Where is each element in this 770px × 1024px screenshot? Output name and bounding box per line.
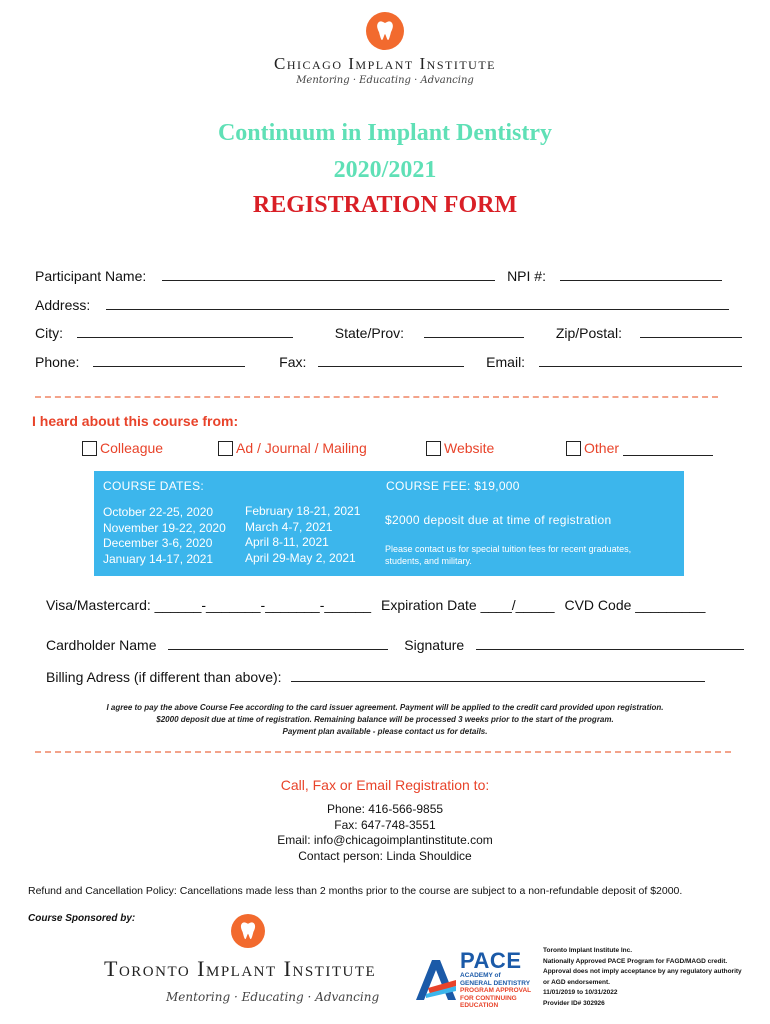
- email-field[interactable]: [539, 354, 742, 367]
- email-label: Email:: [486, 354, 526, 370]
- phone-field[interactable]: [93, 354, 245, 367]
- toronto-institute-name: Toronto Implant Institute: [104, 956, 377, 981]
- address-field[interactable]: [106, 297, 729, 310]
- dates-column-2: [245, 504, 360, 566]
- sponsor-label: Course Sponsored by:: [28, 913, 136, 924]
- billing-field[interactable]: [291, 669, 705, 682]
- cvd-field[interactable]: _________: [635, 597, 706, 613]
- course-title: Continuum in Implant Dentistry: [217, 120, 553, 146]
- institute-tagline: Mentoring · Educating · Advancing: [296, 75, 474, 86]
- special-fees-note: [385, 543, 631, 567]
- signature-field[interactable]: [476, 637, 744, 650]
- institute-name: Chicago Implant Institute: [274, 54, 496, 73]
- provider-line: or AGD endorsement.: [543, 978, 610, 986]
- checkbox-ad-journal[interactable]: [218, 441, 233, 456]
- city-label: City:: [35, 325, 63, 341]
- card-row: [46, 597, 705, 613]
- heard-about-label: I heard about this course from:: [32, 413, 239, 429]
- agreement-line: Payment plan available - please contact us for details.: [282, 727, 488, 736]
- provider-line: Approval does not imply acceptance by any regulatory authority: [543, 968, 742, 975]
- pace-sub-line: GENERAL DENTISTRY: [460, 979, 531, 987]
- contact-details: [0, 802, 770, 864]
- signature-label: Signature: [404, 637, 465, 653]
- phone-label: Phone:: [35, 354, 80, 370]
- section-divider: [35, 396, 718, 398]
- course-date: November 19-22, 2020: [103, 520, 226, 535]
- option-ad-journal[interactable]: [218, 440, 367, 456]
- course-date: April 8-11, 2021: [245, 535, 329, 549]
- state-label: State/Prov:: [334, 325, 405, 341]
- zip-label: Zip/Postal:: [555, 325, 622, 341]
- visa-label: Visa/Mastercard:: [46, 597, 151, 613]
- course-info-panel: [94, 471, 684, 576]
- option-website[interactable]: [426, 440, 494, 456]
- course-fee-label: COURSE FEE: $19,000: [386, 479, 520, 493]
- participant-name-label: Participant Name:: [35, 268, 147, 284]
- expiration-field[interactable]: ____/_____: [480, 597, 555, 613]
- chicago-logo: [0, 12, 770, 86]
- course-dates-label: COURSE DATES:: [103, 479, 205, 493]
- deposit-note: $2000 deposit due at time of registration: [385, 513, 612, 527]
- toronto-institute-tagline: Mentoring · Educating · Advancing: [166, 990, 380, 1004]
- state-field[interactable]: [424, 325, 524, 338]
- agreement-line: I agree to pay the above Course Fee according to the card issuer agreement. Payment will be applied to the credit card provided upon registration.: [106, 703, 664, 712]
- pace-sub-line: ACADEMY of: [460, 972, 501, 979]
- course-date: January 14-17, 2021: [103, 551, 214, 566]
- provider-line: Nationally Approved PACE Program for FAGD/MAGD credit.: [543, 957, 728, 965]
- cardholder-label: Cardholder Name: [46, 637, 157, 653]
- zip-field[interactable]: [640, 325, 742, 338]
- fax-label: Fax:: [279, 354, 307, 370]
- checkbox-other[interactable]: [566, 441, 581, 456]
- pace-sub-line: PROGRAM APPROVAL: [460, 987, 532, 994]
- special-fees-line: students, and military.: [385, 556, 472, 566]
- section-divider: [35, 751, 731, 753]
- checkbox-colleague[interactable]: [82, 441, 97, 456]
- contact-phone: Phone: 416-566-9855: [326, 802, 444, 816]
- course-date: December 3-6, 2020: [103, 536, 213, 550]
- course-date: April 29-May 2, 2021: [245, 550, 356, 565]
- tooth-logo-icon: [366, 12, 404, 50]
- address-row: [35, 297, 729, 313]
- toronto-tooth-logo-icon: [231, 914, 265, 948]
- pace-subtitle: [460, 972, 531, 1010]
- dates-column-1: [103, 505, 226, 567]
- participant-name-row: [35, 268, 722, 284]
- billing-row: [46, 669, 705, 685]
- course-date: February 18-21, 2021: [245, 504, 361, 518]
- pace-sub-line: EDUCATION: [460, 1002, 499, 1009]
- pace-sub-line: FOR CONTINUING: [460, 994, 517, 1002]
- option-other[interactable]: [566, 440, 713, 456]
- course-date: October 22-25, 2020: [103, 505, 214, 519]
- contact-fax: Fax: 647-748-3551: [334, 817, 436, 832]
- pace-word: PACE: [460, 948, 522, 973]
- provider-line: Provider ID# 302926: [543, 999, 605, 1007]
- npi-field[interactable]: [560, 268, 722, 281]
- special-fees-line: Please contact us for special tuition fees for recent graduates,: [385, 544, 632, 554]
- pace-provider-info: [543, 946, 742, 1009]
- phone-row: [35, 354, 742, 370]
- agreement-line: $2000 deposit due at time of registration. Remaining balance will be processed 3 weeks prior to the start of the program.: [156, 715, 614, 724]
- provider-line: 11/01/2019 to 10/31/2022: [543, 989, 618, 996]
- option-other-label: Other: [584, 440, 620, 456]
- form-title: REGISTRATION FORM: [252, 192, 518, 218]
- cvd-label: CVD Code: [564, 597, 632, 613]
- city-field[interactable]: [77, 325, 293, 338]
- option-colleague[interactable]: [82, 440, 163, 456]
- course-date: March 4-7, 2021: [245, 519, 333, 534]
- refund-policy: Refund and Cancellation Policy: Cancellations made less than 2 months prior to the course are subject to a non-refundable deposit of $2000.: [28, 885, 683, 897]
- pace-a-icon: [414, 956, 458, 1002]
- cardholder-field[interactable]: [168, 637, 388, 650]
- checkbox-website[interactable]: [426, 441, 441, 456]
- pace-logo: [414, 948, 532, 1009]
- expiration-label: Expiration Date: [381, 597, 477, 613]
- visa-number-field[interactable]: ______-_______-_______-______: [154, 597, 372, 613]
- option-website-label: Website: [444, 440, 495, 456]
- contact-email[interactable]: Email: info@chicagoimplantinstitute.com: [277, 833, 493, 847]
- option-colleague-label: Colleague: [100, 440, 164, 456]
- payment-agreement: [60, 702, 710, 738]
- address-label: Address:: [35, 297, 91, 313]
- fax-field[interactable]: [318, 354, 464, 367]
- city-row: [35, 325, 742, 341]
- contact-person: Contact person: Linda Shouldice: [298, 848, 472, 863]
- other-field[interactable]: [623, 443, 713, 456]
- provider-line: Toronto Implant Institute Inc.: [543, 947, 633, 954]
- cardholder-row: [46, 637, 744, 653]
- course-year: 2020/2021: [333, 157, 437, 183]
- npi-label: NPI #:: [507, 268, 546, 284]
- contact-heading: Call, Fax or Email Registration to:: [280, 777, 490, 793]
- participant-name-field[interactable]: [162, 268, 495, 281]
- billing-label: Billing Adress (if different than above):: [46, 669, 282, 685]
- option-ad-journal-label: Ad / Journal / Mailing: [236, 440, 367, 456]
